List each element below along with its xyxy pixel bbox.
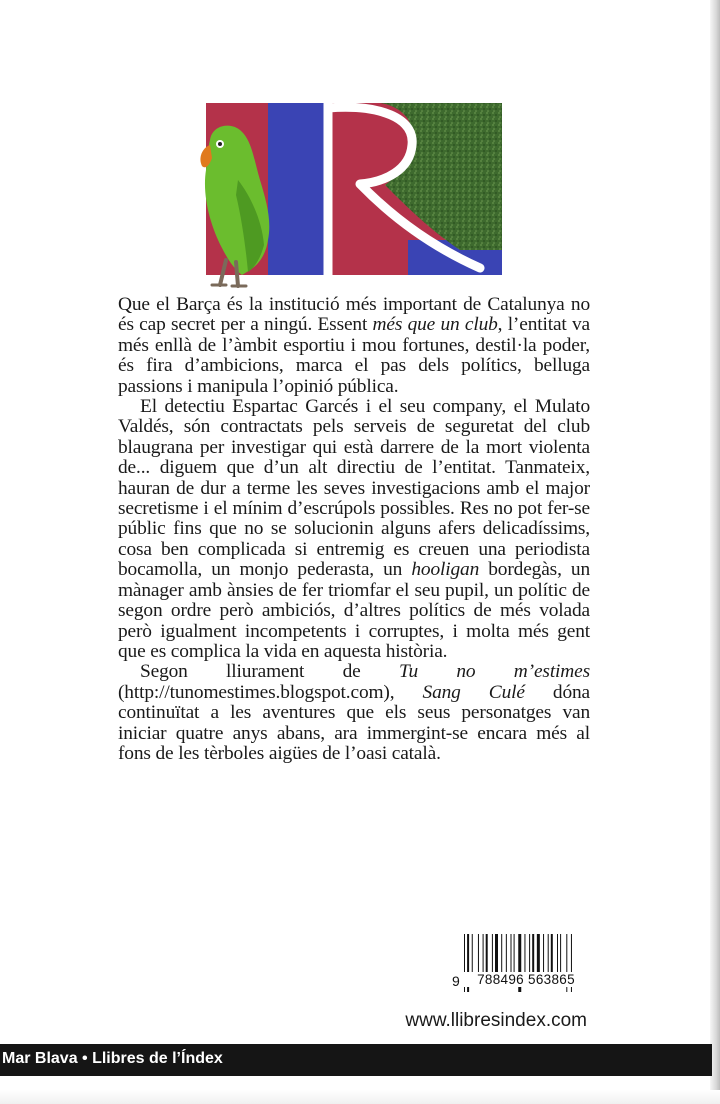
cover-illustration bbox=[180, 100, 502, 300]
blurb-paragraph-2: El detectiu Espartac Garcés i el seu company, el Mulato Valdés, són contractats pels serveis de seguretat del club blaugrana per investigar qui està darrere de la mort violenta de... diguem que d’un alt directiu de l’entitat. Tanmateix, hauran de dur a terme les seves investigacions amb el major secretisme i el mínim d’escrúpols possibles. Res no pot fer-se públic fins que no se solucionin alguns afers delicadíssims, cosa ben complicada si entremig es creuen una periodista bocamolla, un monjo pederasta, un hooligan bordegàs, un mànager amb ànsies de fer triomfar el seu pupil, un polític de segon ordre però ambiciós, d’altres polítics de més volada però igualment incompetents i corruptes, i molta més gent que es complica la vida en aquesta història. bbox=[118, 396, 590, 662]
barcode-lead-digit: 9 bbox=[452, 973, 460, 989]
publisher-website[interactable]: www.llibresindex.com bbox=[405, 1010, 587, 1031]
blurb-italic-phrase: més que un club bbox=[372, 314, 498, 336]
back-cover-blurb bbox=[118, 295, 590, 764]
blurb-paragraph-1: Que el Barça és la institució més important de Catalunya no és cap secret per a ningú. Essent més que un club, l’entitat va més enllà de l’àmbit esportiu i mou fortunes, destil·la poder, és fira d’ambicions, marca el pas dels polítics, belluga passions i manipula l’opinió pública. bbox=[118, 294, 590, 397]
blurb-paragraph-3: Segon lliurament de Tu no m’estimes (http://tunomestimes.blogspot.com), Sang Culé dóna continuïtat a les aventures que els seus personatges van iniciar quatre anys abans, ara immergint-se encara més al fons de les tèrboles aigües de l’oasi català. bbox=[118, 661, 591, 764]
blue-stripe bbox=[268, 103, 328, 275]
blurb-book-title-1: Tu no m’estimes bbox=[398, 661, 591, 683]
collection-label: Mar Blava • Llibres de l’Índex bbox=[2, 1050, 223, 1067]
blurb-italic-word: hooligan bbox=[411, 559, 480, 581]
scan-edge-right bbox=[710, 0, 720, 1104]
barcode-digits: 788496 563865 bbox=[464, 972, 588, 987]
scan-edge-bottom bbox=[0, 1090, 720, 1104]
parrot-eye bbox=[218, 142, 222, 146]
blurb-book-title-2: Sang Culé bbox=[422, 681, 525, 703]
